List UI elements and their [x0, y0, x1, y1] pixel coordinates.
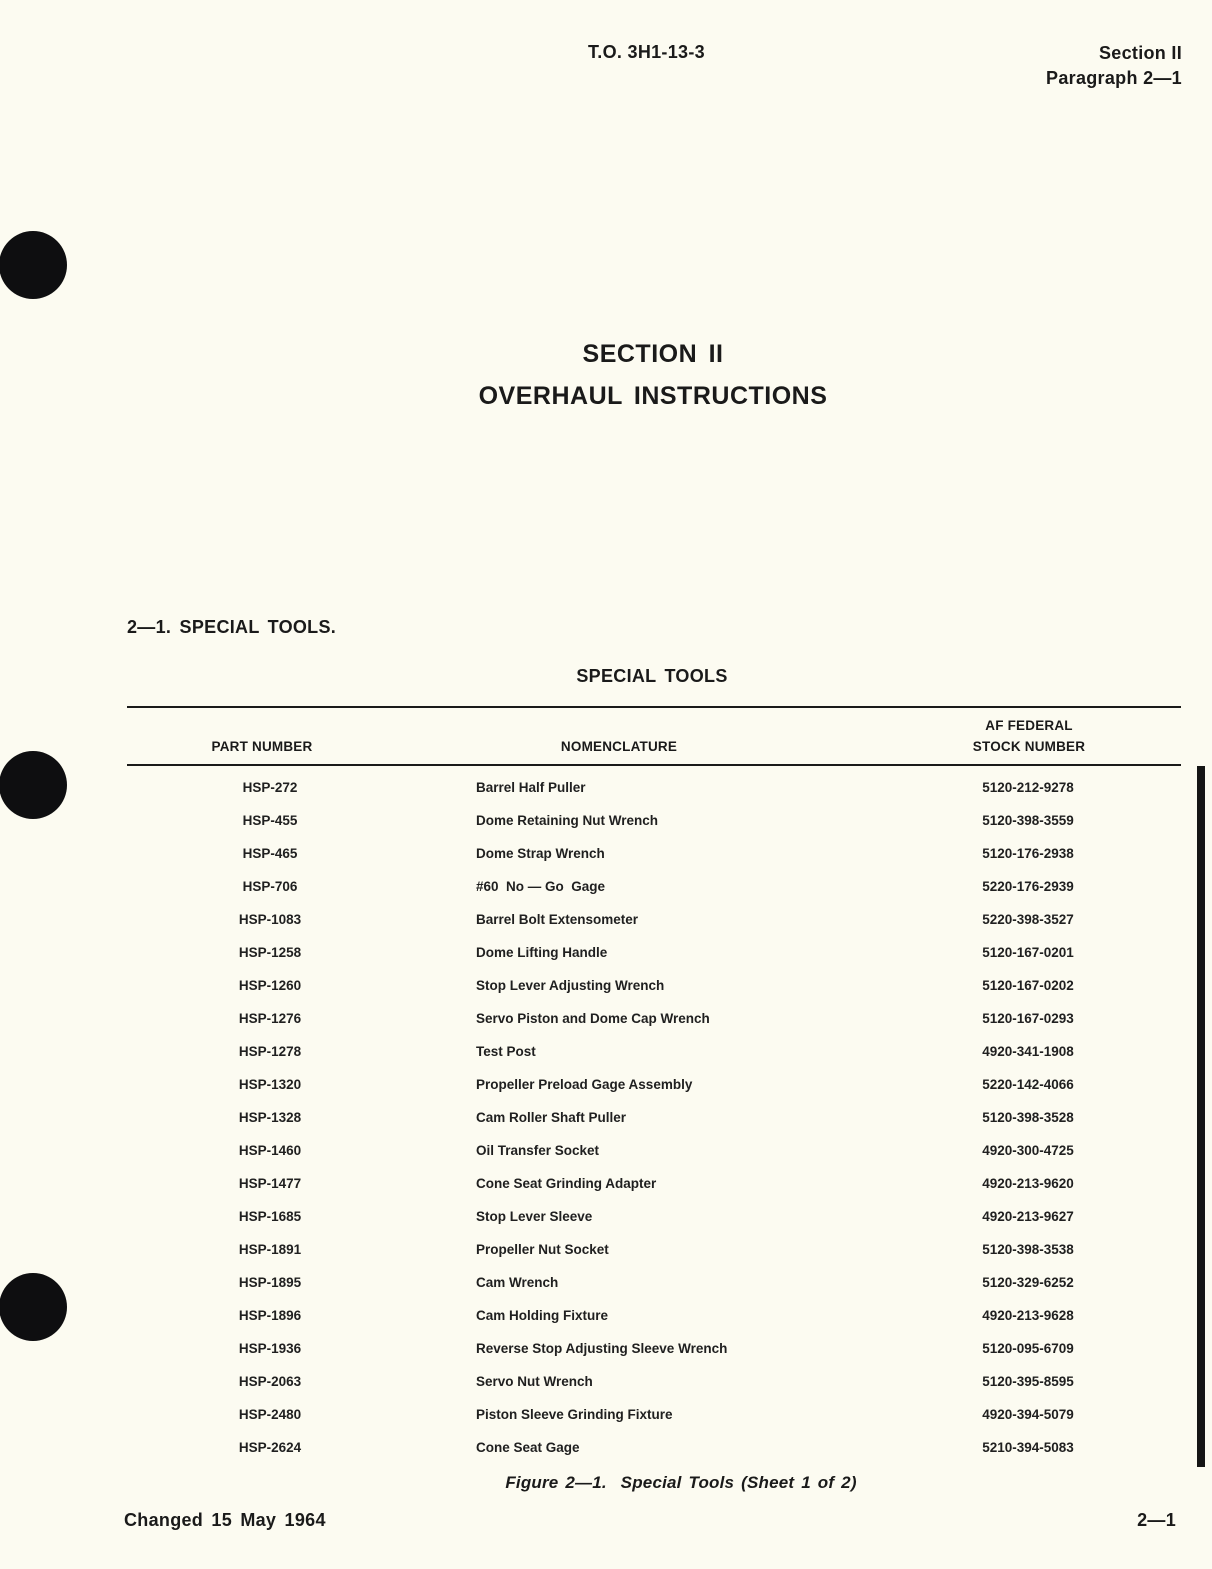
page-number: 2—1 — [1137, 1510, 1176, 1530]
stock-number-cell: 5120-212-9278 — [982, 780, 1074, 795]
table-top-rule — [127, 706, 1181, 708]
stock-number-cell: 5120-395-8595 — [982, 1374, 1074, 1389]
part-number-cell: HSP-1895 — [238, 1275, 302, 1290]
section-title: SECTION II — [582, 340, 724, 368]
punch-hole-middle — [0, 751, 67, 819]
stock-number-cell: 5120-095-6709 — [982, 1341, 1074, 1356]
nomenclature-cell: Servo Piston and Dome Cap Wrench — [476, 1011, 710, 1026]
part-number-cell: HSP-2624 — [238, 1440, 302, 1455]
part-number-cell: HSP-1477 — [238, 1176, 302, 1191]
nomenclature-cell: Propeller Nut Socket — [476, 1242, 609, 1257]
nomenclature-cell: Barrel Half Puller — [476, 780, 586, 795]
table-row — [127, 978, 1181, 1011]
part-number-cell: HSP-1891 — [238, 1242, 302, 1257]
nomenclature-cell: Cam Roller Shaft Puller — [476, 1110, 627, 1125]
nomenclature-cell: Stop Lever Adjusting Wrench — [476, 978, 665, 993]
part-number-cell: HSP-1083 — [238, 912, 302, 927]
stock-number-cell: 5120-167-0202 — [982, 978, 1074, 993]
stock-number-cell: 4920-300-4725 — [982, 1143, 1074, 1158]
stock-number-cell: 5120-167-0201 — [982, 945, 1074, 960]
table-row — [127, 1242, 1181, 1275]
header-section: Section II — [1098, 43, 1182, 63]
stock-number-cell: 5120-167-0293 — [982, 1011, 1074, 1026]
nomenclature-cell: Servo Nut Wrench — [476, 1374, 593, 1389]
table-row — [127, 1011, 1181, 1044]
document-number: T.O. 3H1-13-3 — [588, 42, 705, 62]
stock-number-cell: 5120-329-6252 — [982, 1275, 1074, 1290]
nomenclature-cell: Cam Holding Fixture — [476, 1308, 609, 1323]
revision-change-bar — [1197, 766, 1205, 1467]
table-row — [127, 813, 1181, 846]
nomenclature-cell: Piston Sleeve Grinding Fixture — [476, 1407, 673, 1422]
part-number-cell: HSP-2063 — [238, 1374, 302, 1389]
table-row — [127, 1341, 1181, 1374]
part-number-cell: HSP-2480 — [238, 1407, 302, 1422]
table-row — [127, 846, 1181, 879]
part-number-cell: HSP-706 — [242, 879, 298, 894]
part-number-cell: HSP-1260 — [238, 978, 302, 993]
punch-hole-top — [0, 231, 67, 299]
change-note: Changed 15 May 1964 — [124, 1510, 326, 1530]
part-number-cell: HSP-465 — [242, 846, 298, 861]
stock-number-cell: 4920-394-5079 — [982, 1407, 1074, 1422]
header-paragraph: Paragraph 2—1 — [1046, 68, 1182, 88]
part-number-cell: HSP-1276 — [238, 1011, 302, 1026]
stock-number-cell: 4920-213-9620 — [982, 1176, 1074, 1191]
table-row — [127, 1176, 1181, 1209]
nomenclature-cell: Barrel Bolt Extensometer — [476, 912, 639, 927]
table-row — [127, 912, 1181, 945]
table-row — [127, 879, 1181, 912]
table-row — [127, 1110, 1181, 1143]
table-row — [127, 1077, 1181, 1110]
column-header-stock-line1: AF FEDERAL — [985, 718, 1073, 733]
table-title: SPECIAL TOOLS — [576, 666, 728, 686]
nomenclature-cell: Test Post — [476, 1044, 536, 1059]
table-row — [127, 1407, 1181, 1440]
column-header-stock-line2: STOCK NUMBER — [972, 739, 1086, 754]
nomenclature-cell: Dome Lifting Handle — [476, 945, 608, 960]
table-header-rule — [127, 764, 1181, 766]
stock-number-cell: 5120-398-3538 — [982, 1242, 1074, 1257]
part-number-cell: HSP-272 — [242, 780, 298, 795]
nomenclature-cell: Cone Seat Grinding Adapter — [476, 1176, 657, 1191]
stock-number-cell: 4920-341-1908 — [982, 1044, 1074, 1059]
table-row — [127, 780, 1181, 813]
stock-number-cell: 5120-398-3528 — [982, 1110, 1074, 1125]
part-number-cell: HSP-1278 — [238, 1044, 302, 1059]
part-number-cell: HSP-1685 — [238, 1209, 302, 1224]
paragraph-heading: 2—1. SPECIAL TOOLS. — [127, 617, 337, 637]
table-row — [127, 1374, 1181, 1407]
table-row — [127, 1440, 1181, 1473]
nomenclature-cell: Dome Retaining Nut Wrench — [476, 813, 659, 828]
stock-number-cell: 5210-394-5083 — [982, 1440, 1074, 1455]
stock-number-cell: 4920-213-9628 — [982, 1308, 1074, 1323]
table-row — [127, 1143, 1181, 1176]
table-row — [127, 1275, 1181, 1308]
nomenclature-cell: Reverse Stop Adjusting Sleeve Wrench — [476, 1341, 728, 1356]
nomenclature-cell: Oil Transfer Socket — [476, 1143, 600, 1158]
column-header-part-number: PART NUMBER — [211, 739, 313, 754]
part-number-cell: HSP-1936 — [238, 1341, 302, 1356]
nomenclature-cell: Cone Seat Gage — [476, 1440, 580, 1455]
part-number-cell: HSP-1896 — [238, 1308, 302, 1323]
part-number-cell: HSP-1258 — [238, 945, 302, 960]
section-subtitle: OVERHAUL INSTRUCTIONS — [478, 382, 828, 410]
table-row — [127, 1308, 1181, 1341]
part-number-cell: HSP-455 — [242, 813, 298, 828]
figure-caption: Figure 2—1. Special Tools (Sheet 1 of 2) — [505, 1473, 857, 1492]
stock-number-cell: 5120-398-3559 — [982, 813, 1074, 828]
punch-hole-bottom — [0, 1273, 67, 1341]
table-row — [127, 1209, 1181, 1242]
nomenclature-cell: Propeller Preload Gage Assembly — [476, 1077, 693, 1092]
table-row — [127, 1044, 1181, 1077]
nomenclature-cell: Dome Strap Wrench — [476, 846, 605, 861]
stock-number-cell: 5220-176-2939 — [982, 879, 1074, 894]
column-header-nomenclature: NOMENCLATURE — [560, 739, 678, 754]
table-row — [127, 945, 1181, 978]
part-number-cell: HSP-1460 — [238, 1143, 302, 1158]
stock-number-cell: 5220-398-3527 — [982, 912, 1074, 927]
nomenclature-cell: Stop Lever Sleeve — [476, 1209, 593, 1224]
stock-number-cell: 5120-176-2938 — [982, 846, 1074, 861]
stock-number-cell: 4920-213-9627 — [982, 1209, 1074, 1224]
part-number-cell: HSP-1328 — [238, 1110, 302, 1125]
nomenclature-cell: Cam Wrench — [476, 1275, 559, 1290]
stock-number-cell: 5220-142-4066 — [982, 1077, 1074, 1092]
nomenclature-cell: #60 No — Go Gage — [476, 879, 606, 894]
part-number-cell: HSP-1320 — [238, 1077, 302, 1092]
